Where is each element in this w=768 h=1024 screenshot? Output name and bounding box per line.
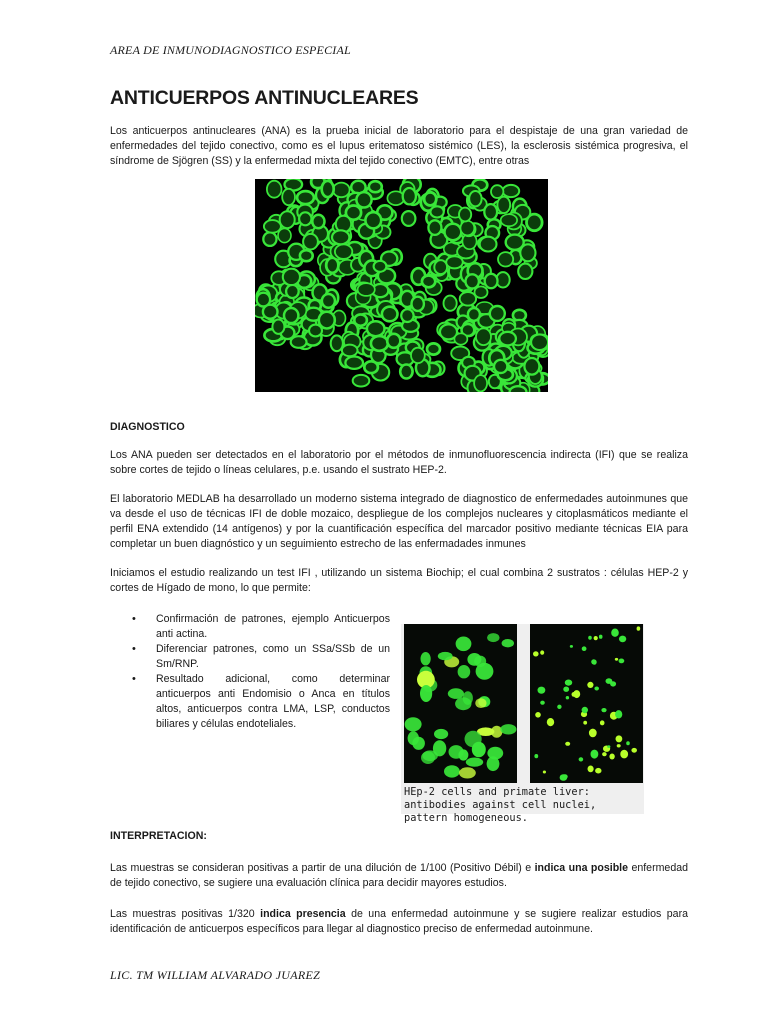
nucleus-mark: [547, 718, 554, 726]
cell-mark: [469, 191, 481, 206]
nucleus-mark: [448, 688, 464, 699]
cell-mark: [382, 307, 398, 322]
hep2-fluorescence-image: [255, 179, 548, 392]
nucleus-mark: [421, 652, 431, 665]
hep2-cells-panel: [404, 624, 517, 783]
nucleus-mark: [570, 645, 573, 648]
nucleus-mark: [565, 742, 570, 746]
cell-mark: [322, 294, 335, 308]
cell-mark: [297, 191, 314, 204]
cell-mark: [367, 321, 385, 336]
nucleus-mark: [412, 737, 425, 750]
cell-mark: [461, 221, 475, 236]
nucleus-mark: [610, 681, 616, 686]
nucleus-mark: [611, 629, 619, 637]
nucleus-mark: [591, 750, 599, 759]
nucleus-mark: [589, 729, 597, 738]
figure-caption: HEp-2 cells and primate liver: antibodies against cell nuclei, pattern homogeneous.: [404, 786, 597, 824]
cell-mark: [322, 181, 334, 197]
cell-mark: [497, 197, 510, 213]
emphasis-text: indica una posible: [534, 862, 628, 874]
cell-mark: [369, 181, 382, 192]
cell-mark: [354, 314, 367, 325]
nucleus-mark: [434, 729, 448, 739]
cell-mark: [371, 336, 388, 351]
cell-mark: [400, 365, 412, 379]
nucleus-mark: [616, 735, 623, 742]
list-item: • Diferenciar patrones, como un SSa/SSb de un Sm/RNP.: [130, 642, 390, 672]
nucleus-mark: [601, 708, 606, 712]
nucleus-mark: [591, 659, 596, 664]
cell-mark: [401, 309, 413, 322]
cell-mark: [412, 297, 424, 311]
nucleus-mark: [535, 712, 541, 718]
nucleus-mark: [438, 652, 453, 660]
cell-mark: [374, 261, 387, 272]
cell-mark: [331, 335, 343, 351]
nucleus-mark: [456, 637, 472, 652]
cell-mark: [499, 332, 516, 346]
nucleus-mark: [619, 659, 625, 664]
nucleus-mark: [620, 750, 628, 759]
cell-mark: [459, 208, 471, 222]
nucleus-mark: [467, 653, 481, 666]
nucleus-mark: [565, 680, 572, 686]
nucleus-mark: [458, 665, 471, 678]
list-item: • Resultado adicional, como determinar anticuerpos anti Endomisio o Anca en títulos altos, anticuerpos contra LMA, LSP, conductos biliares y células endoteliales.: [130, 672, 390, 732]
emphasis-text: indica presencia: [260, 908, 346, 920]
cell-mark: [491, 185, 503, 198]
cell-mark: [286, 285, 299, 298]
cell-mark: [445, 224, 462, 240]
nucleus-mark: [588, 636, 592, 640]
cell-mark: [520, 244, 535, 261]
nucleus-mark: [458, 749, 468, 760]
cell-mark: [387, 191, 404, 205]
cell-mark: [303, 234, 318, 250]
nucleus-mark: [594, 636, 598, 640]
cell-mark: [490, 306, 505, 321]
nucleus-mark: [534, 754, 538, 758]
nucleus-mark: [487, 633, 499, 642]
nucleus-mark: [619, 636, 626, 643]
nucleus-mark: [588, 766, 594, 773]
nucleus-mark: [566, 696, 569, 699]
nucleus-mark: [582, 707, 588, 713]
nucleus-mark: [563, 687, 569, 692]
cell-mark: [264, 220, 281, 233]
nucleus-mark: [617, 744, 621, 747]
cell-mark: [403, 188, 416, 204]
nucleus-mark: [487, 756, 500, 771]
nucleus-mark: [595, 768, 601, 774]
cell-mark: [282, 189, 295, 205]
cell-mark: [476, 328, 491, 345]
cell-mark: [263, 232, 276, 246]
cell-mark: [474, 375, 487, 391]
cell-mark: [332, 230, 349, 244]
nucleus-mark: [615, 710, 622, 718]
nucleus-mark: [433, 740, 446, 756]
cell-mark: [424, 192, 436, 205]
cell-mark: [335, 244, 352, 259]
cell-mark: [518, 264, 532, 279]
nucleus-mark: [466, 758, 483, 767]
interpretacion-heading: INTERPRETACION:: [110, 830, 207, 842]
nucleus-mark: [602, 752, 607, 756]
cell-mark: [444, 296, 457, 311]
nucleus-mark: [562, 774, 568, 779]
cell-mark: [356, 192, 371, 207]
cell-mark: [510, 386, 527, 392]
cell-mark: [402, 211, 416, 226]
cell-mark: [498, 252, 513, 266]
nucleus-mark: [533, 651, 539, 656]
cell-mark: [342, 345, 358, 357]
nucleus-mark: [459, 767, 476, 778]
nucleus-mark: [444, 765, 460, 777]
cell-mark: [434, 260, 447, 274]
nucleus-mark: [637, 626, 641, 630]
nucleus-mark: [583, 721, 587, 725]
cell-mark: [494, 360, 507, 373]
nucleus-mark: [573, 690, 580, 698]
cell-mark: [411, 348, 425, 363]
cell-mark: [284, 308, 298, 323]
cell-mark: [345, 357, 363, 369]
nucleus-mark: [502, 639, 514, 647]
cell-mark: [299, 212, 311, 225]
diagnostico-heading: DIAGNOSTICO: [110, 421, 185, 433]
nucleus-mark: [600, 720, 605, 725]
page-header: AREA DE INMUNODIAGNOSTICO ESPECIAL: [110, 43, 351, 57]
page-footer: LIC. TM WILLIAM ALVARADO JUAREZ: [110, 968, 321, 982]
cell-mark: [283, 269, 300, 285]
nucleus-mark: [540, 701, 545, 705]
nucleus-mark: [500, 724, 516, 734]
cell-mark: [531, 334, 548, 350]
cell-mark: [501, 214, 517, 226]
biochip-figure: [401, 624, 644, 824]
nucleus-mark: [599, 635, 603, 639]
cell-mark: [524, 358, 539, 375]
nucleus-mark: [594, 687, 599, 691]
nucleus-mark: [538, 687, 546, 694]
intro-paragraph: Los anticuerpos antinucleares (ANA) es la prueba inicial de laboratorio para el despistaje de una gran variedad de enfermedades del tejido conectivo, como es el lupus eritematoso sistémico (LES), la esclerosis sistémica progresiva, el síndrome de Sjögren (SS) y la enfermedad mixta del tejido conectivo (EMTC), entre otras: [110, 125, 688, 167]
diagnostico-paragraph-3: Iniciamos el estudio realizando un test IFI , utilizando un sistema Biochip; el cual combina 2 sustratos : células HEP-2 y cortes de Hígado de mono, lo que permite:: [110, 567, 688, 594]
nucleus-mark: [420, 685, 432, 702]
nucleus-mark: [626, 741, 630, 745]
nucleus-mark: [582, 646, 587, 651]
nucleus-mark: [475, 698, 486, 708]
diagnostico-paragraph-2: El laboratorio MEDLAB ha desarrollado un moderno sistema integrado de diagnostico de enfermedades autoinmunes que va desde el uso de técnicas IFI de doble mozaico, despliegue de los complejos nucleares y citoplasmáticos mediante el perfil ENA extendido (14 antígenos) y por la cuantificación específica del marcador positivo mediante técnicas EIA para completar un buen diagnóstico y un seguimiento estrecho de las enfermadades inmunes: [110, 493, 688, 550]
cell-mark: [460, 292, 476, 306]
nucleus-mark: [587, 682, 593, 688]
nucleus-mark: [405, 717, 422, 731]
nucleus-mark: [472, 742, 486, 757]
cell-mark: [422, 276, 435, 288]
cell-mark: [312, 215, 324, 229]
nucleus-mark: [476, 663, 494, 680]
cell-mark: [466, 274, 479, 288]
cell-mark: [353, 375, 370, 387]
nucleus-mark: [540, 650, 544, 654]
cell-mark: [485, 274, 498, 288]
nucleus-mark: [607, 745, 610, 748]
cell-mark: [484, 204, 497, 220]
nucleus-mark: [557, 705, 561, 709]
cell-mark: [263, 305, 278, 319]
cell-mark: [446, 256, 463, 268]
cell-mark: [427, 343, 440, 354]
cell-mark: [272, 320, 284, 334]
cell-mark: [309, 325, 322, 337]
cell-mark: [280, 211, 295, 228]
nucleus-mark: [579, 757, 584, 761]
list-item: • Confirmación de patrones, ejemplo Anticuerpos anti actina.: [130, 612, 390, 642]
nucleus-mark: [609, 754, 614, 760]
cell-mark: [365, 212, 381, 228]
cell-mark: [333, 183, 350, 198]
cell-mark: [358, 283, 375, 296]
nucleus-mark: [463, 691, 473, 705]
interpretacion-paragraph-2: Las muestras positivas 1/320 indica presencia de una enfermedad autoinmune y se sugiere realizar estudios para identificación de anticuerpos específicos para llegar al diagnostico preciso de enfermedad autoinmune.: [110, 908, 688, 935]
cell-mark: [503, 185, 520, 197]
diagnostico-paragraph-1: Los ANA pueden ser detectados en el laboratorio por el métodos de inmunofluorescencia indirecta (IFI) que se realiza sobre cortes de tejido o líneas celulares, p.e. usando el sustrato HEP-2.: [110, 449, 688, 476]
cell-mark: [387, 334, 400, 348]
cell-mark: [480, 237, 497, 252]
cell-mark: [267, 181, 282, 198]
cell-mark: [364, 361, 378, 373]
cell-mark: [300, 250, 313, 261]
nucleus-mark: [615, 658, 618, 661]
cell-mark: [454, 333, 467, 344]
capabilities-list: [130, 612, 390, 732]
cell-mark: [430, 206, 443, 217]
nucleus-mark: [543, 771, 546, 774]
interpretacion-paragraph-1: Las muestras se consideran positivas a partir de una dilución de 1/100 (Positivo Débil) e indica una posible enfermedad de tejido conectivo, se sugiere una evaluación clínica para decidir mayores estudios.: [110, 862, 688, 889]
page-title: ANTICUERPOS ANTINUCLEARES: [110, 87, 419, 109]
cell-mark: [428, 220, 441, 235]
primate-liver-panel: [530, 624, 643, 783]
nucleus-mark: [631, 748, 637, 753]
